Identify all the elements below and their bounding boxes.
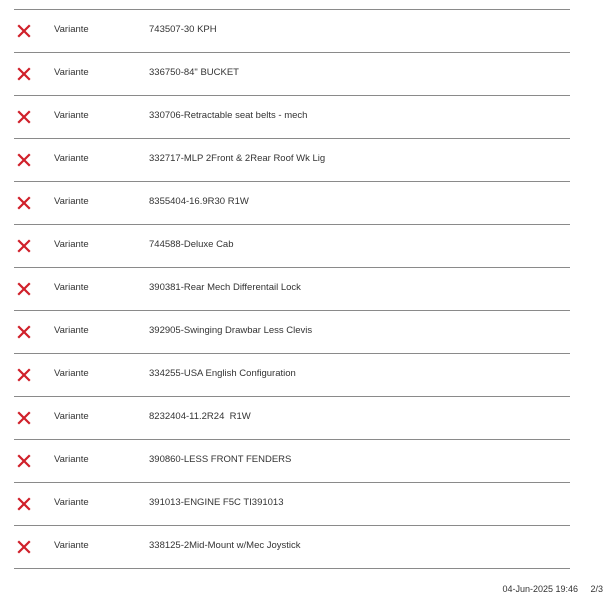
item-type: Variante <box>54 454 89 465</box>
item-description: 390860-LESS FRONT FENDERS <box>149 454 292 465</box>
list-item <box>14 10 570 53</box>
variant-list <box>14 9 570 569</box>
item-type: Variante <box>54 153 89 164</box>
item-description: 8232404-11.2R24 R1W <box>149 411 251 422</box>
close-icon[interactable] <box>17 540 31 554</box>
close-icon[interactable] <box>17 497 31 511</box>
page-footer <box>0 582 606 596</box>
item-description: 743507-30 KPH <box>149 24 217 35</box>
close-icon[interactable] <box>17 24 31 38</box>
close-icon[interactable] <box>17 153 31 167</box>
item-type: Variante <box>54 540 89 551</box>
item-type: Variante <box>54 497 89 508</box>
close-icon[interactable] <box>17 454 31 468</box>
list-item <box>14 526 570 569</box>
item-description: 744588-Deluxe Cab <box>149 239 234 250</box>
close-icon[interactable] <box>17 282 31 296</box>
close-icon[interactable] <box>17 368 31 382</box>
item-type: Variante <box>54 196 89 207</box>
item-description: 332717-MLP 2Front & 2Rear Roof Wk Lig <box>149 153 326 164</box>
item-type: Variante <box>54 411 89 422</box>
close-icon[interactable] <box>17 67 31 81</box>
list-item <box>14 225 570 268</box>
list-item <box>14 96 570 139</box>
page-number: 2/3 <box>590 584 603 594</box>
item-description: 330706-Retractable seat belts - mech <box>149 110 308 121</box>
item-description: 391013-ENGINE F5C TI391013 <box>149 497 284 508</box>
list-item <box>14 311 570 354</box>
close-icon[interactable] <box>17 239 31 253</box>
item-type: Variante <box>54 325 89 336</box>
item-type: Variante <box>54 282 89 293</box>
item-type: Variante <box>54 24 89 35</box>
close-icon[interactable] <box>17 196 31 210</box>
list-item <box>14 440 570 483</box>
list-item <box>14 397 570 440</box>
list-item <box>14 268 570 311</box>
list-item <box>14 354 570 397</box>
item-type: Variante <box>54 239 89 250</box>
item-description: 390381-Rear Mech Differentail Lock <box>149 282 301 293</box>
item-type: Variante <box>54 110 89 121</box>
item-description: 8355404-16.9R30 R1W <box>149 196 249 207</box>
item-type: Variante <box>54 67 89 78</box>
item-description: 336750-84" BUCKET <box>149 67 239 78</box>
close-icon[interactable] <box>17 110 31 124</box>
print-timestamp: 04-Jun-2025 19:46 <box>502 584 578 594</box>
close-icon[interactable] <box>17 411 31 425</box>
list-item <box>14 483 570 526</box>
item-type: Variante <box>54 368 89 379</box>
item-description: 338125-2Mid-Mount w/Mec Joystick <box>149 540 301 551</box>
item-description: 334255-USA English Configuration <box>149 368 296 379</box>
list-item <box>14 139 570 182</box>
list-item <box>14 53 570 96</box>
item-description: 392905-Swinging Drawbar Less Clevis <box>149 325 313 336</box>
list-item <box>14 182 570 225</box>
close-icon[interactable] <box>17 325 31 339</box>
